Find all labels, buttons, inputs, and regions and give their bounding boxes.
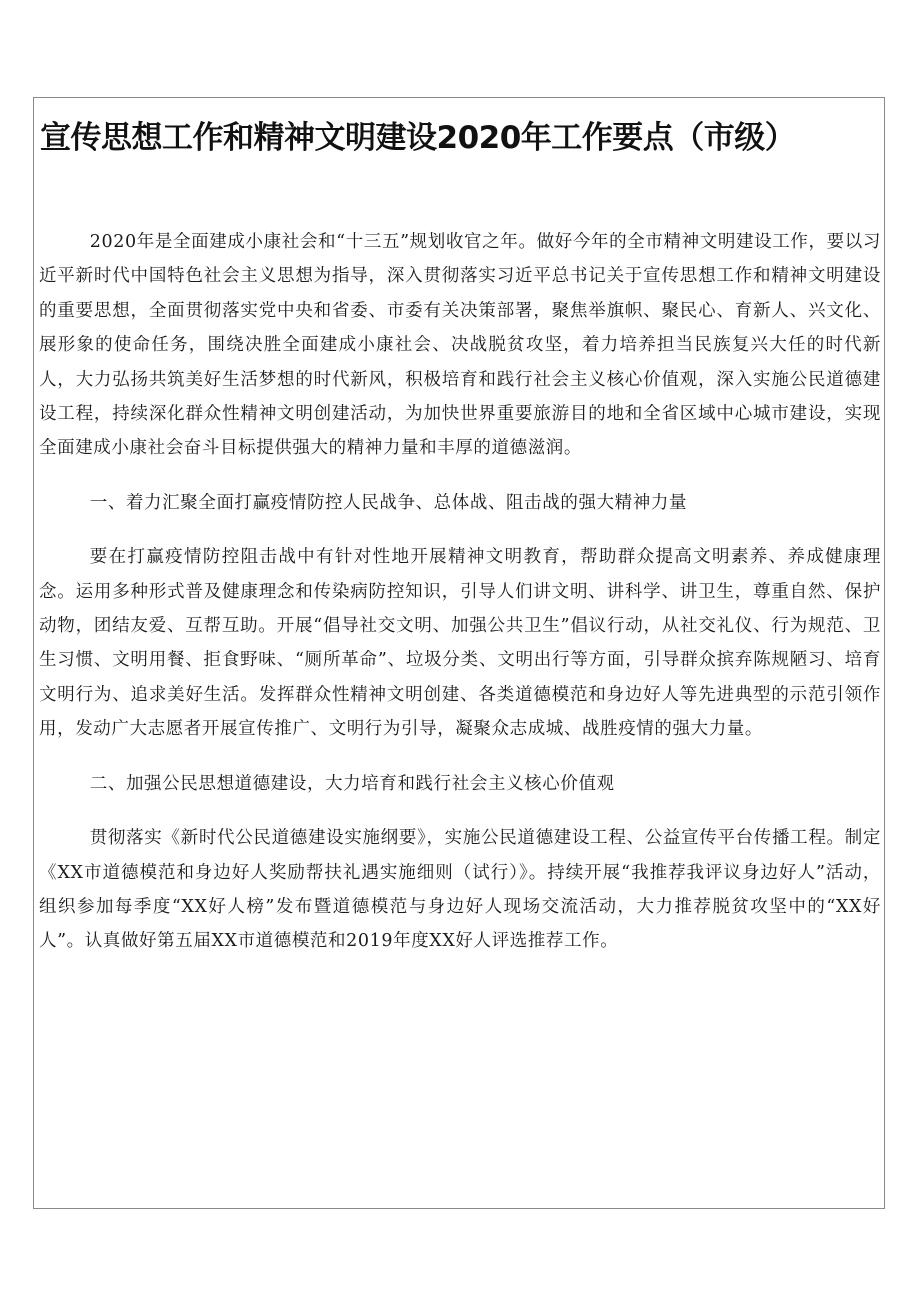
paragraph-gap <box>39 747 881 767</box>
intro-paragraph: 2020年是全面建成小康社会和“十三五”规划收官之年。做好今年的全市精神文明建设工作，要以习近平新时代中国特色社会主义思想为指导，深入贯彻落实习近平总书记关于宣传思想工作和精神文明建设的重要思想，全面贯彻落实党中央和省委、市委有关决策部署，聚焦举旗帜、聚民心、育新人、兴文化、展形象的使命任务，围绕决胜全面建成小康社会、决战脱贫攻坚，着力培养担当民族复兴大任的时代新人，大力弘扬共筑美好生活梦想的时代新风，积极培育和践行社会主义核心价值观，深入实施公民道德建设工程，持续深化群众性精神文明创建活动，为加快世界重要旅游目的地和全省区域中心城市建设，实现全面建成小康社会奋斗目标提供强大的精神力量和丰厚的道德滋润。 <box>39 232 881 459</box>
paragraph-gap <box>39 801 881 821</box>
section-heading-1: 一、着力汇聚全面打赢疫情防控人民战争、总体战、阻击战的强大精神力量 <box>89 492 688 513</box>
section-heading-2: 二、加强公民思想道德建设，大力培育和践行社会主义核心价值观 <box>89 773 615 794</box>
document-body <box>39 225 881 959</box>
section-body-2: 贯彻落实《新时代公民道德建设实施纲要》，实施公民道德建设工程、公益宣传平台传播工程。制定《XX市道德模范和身边好人奖励帮扶礼遇实施细则（试行）》。持续开展“我推荐我评议身边好人”活动，组织参加每季度“XX好人榜”发布暨道德模范与身边好人现场交流活动，大力推荐脱贫攻坚中的“XX好人”。认真做好第五届XX市道德模范和2019年度XX好人评选推荐工作。 <box>39 828 881 952</box>
paragraph-gap <box>39 466 881 486</box>
paragraph-gap <box>39 520 881 540</box>
document-title: 宣传思想工作和精神文明建设2020年工作要点（市级） <box>40 120 796 156</box>
section-body-1: 要在打赢疫情防控阻击战中有针对性地开展精神文明教育，帮助群众提高文明素养、养成健康理念。运用多种形式普及健康理念和传染病防控知识，引导人们讲文明、讲科学、讲卫生，尊重自然、保护动物，团结友爱、互帮互助。开展“倡导社交文明、加强公共卫生”倡议行动，从社交礼仪、行为规范、卫生习惯、文明用餐、拒食野味、“厕所革命”、垃圾分类、文明出行等方面，引导群众摈弃陈规陋习、培育文明行为、追求美好生活。发挥群众性精神文明创建、各类道德模范和身边好人等先进典型的示范引领作用，发动广大志愿者开展宣传推广、文明行为引导，凝聚众志成城、战胜疫情的强大力量。 <box>39 547 881 740</box>
document-page <box>33 97 885 1209</box>
